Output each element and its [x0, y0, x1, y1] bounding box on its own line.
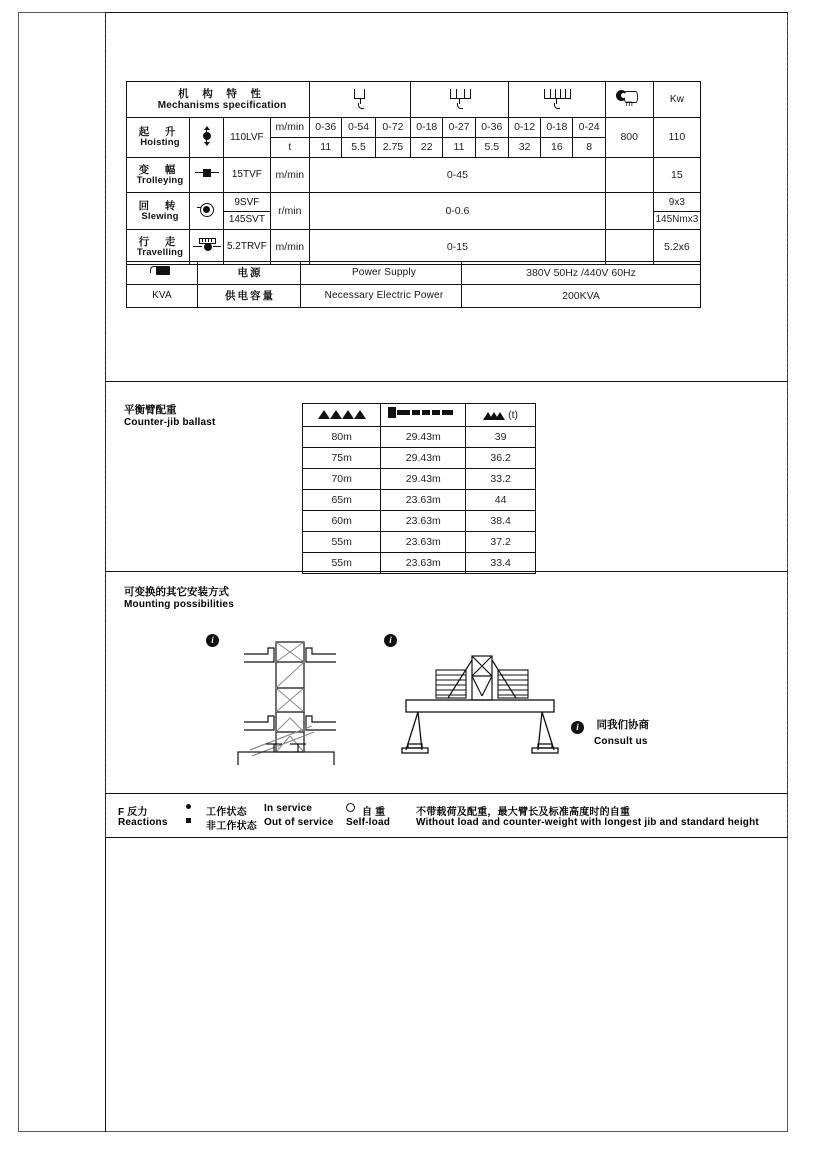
- mounting-possibilities-section: [105, 572, 788, 794]
- reactions-cn-text: F 反力: [118, 807, 148, 818]
- mounting-section-label: [124, 584, 234, 610]
- slewing-model-top: 9SVF: [224, 195, 269, 212]
- hoisting-speed-3: 0-72: [375, 118, 410, 138]
- mechanisms-section: [105, 12, 788, 382]
- electric-power-value: 200KVA: [462, 285, 701, 308]
- hoisting-label-en: Hoisting: [140, 137, 180, 149]
- hook-2-fall-icon: [342, 87, 378, 109]
- hook-4-fall-header: [411, 82, 509, 118]
- table-row: [303, 553, 536, 574]
- hoisting-load-3: 2.75: [375, 138, 410, 158]
- mounting-label-cn: 可变换的其它安装方式: [124, 586, 229, 598]
- counter-jib-ballast-section: [105, 382, 788, 572]
- table-row: [127, 230, 701, 265]
- hook-6-fall-header: [508, 82, 605, 118]
- ballast-jib-2: 75m: [303, 448, 381, 469]
- trolleying-unit: m/min: [270, 158, 310, 193]
- table-row: [303, 490, 536, 511]
- mounting-marker-b: [384, 628, 397, 647]
- ballast-label-cn: 平衡臂配重: [124, 404, 177, 416]
- ballast-weight-5: 38.4: [466, 511, 536, 532]
- consult-us-note: [571, 715, 649, 747]
- ballast-jib-1: 80m: [303, 427, 381, 448]
- trolleying-speed-value: 0-45: [310, 158, 606, 193]
- slewing-motor-models: [224, 193, 270, 230]
- mechanisms-table-wrapper: [126, 81, 701, 265]
- slewing-power-bottom: 145Nmx3: [655, 213, 699, 225]
- out-service-en: Out of service: [264, 817, 334, 828]
- ballast-counterjib-6: 23.63m: [381, 532, 466, 553]
- hoisting-load-6: 5.5: [475, 138, 508, 158]
- ballast-label-en: Counter-jib ballast: [124, 417, 216, 428]
- consult-us-cn: 同我们协商: [596, 719, 649, 731]
- trolleying-icon-cell: [190, 158, 224, 193]
- power-header: Kw: [653, 82, 700, 118]
- ballast-weight-6: 37.2: [466, 532, 536, 553]
- ballast-weight-2: 36.2: [466, 448, 536, 469]
- kva-label: KVA: [127, 285, 198, 308]
- hoisting-speed-unit: m/min: [270, 118, 310, 138]
- jib-length-icon: [316, 407, 368, 419]
- electric-power-cn-text: 供电容量: [225, 289, 275, 302]
- hoisting-load-4: 22: [411, 138, 443, 158]
- ballast-weight-header: [466, 404, 536, 427]
- ring-marker-icon: [346, 803, 355, 812]
- hoisting-speed-6: 0-36: [475, 118, 508, 138]
- slewing-power-top: 9x3: [654, 195, 700, 212]
- ballast-weight-1: 39: [466, 427, 536, 448]
- hoisting-label-cn: 起 升: [138, 126, 182, 138]
- hoisting-speed-8: 0-18: [541, 118, 573, 138]
- row-label-hoisting: [127, 118, 190, 158]
- info-icon: i: [384, 634, 397, 647]
- hoisting-load-1: 11: [310, 138, 342, 158]
- travelling-power: 5.2x6: [653, 230, 700, 265]
- info-icon: i: [571, 721, 584, 734]
- ballast-jib-5: 60m: [303, 511, 381, 532]
- ballast-jib-6: 55m: [303, 532, 381, 553]
- trolleying-power: 15: [653, 158, 700, 193]
- table-row: [127, 193, 701, 230]
- counter-jib-header: [381, 404, 466, 427]
- slewing-power-cell: [653, 193, 700, 230]
- ballast-counterjib-4: 23.63m: [381, 490, 466, 511]
- travelling-label-cn: 行 走: [138, 235, 182, 248]
- hoisting-motor-model: 110LVF: [224, 118, 270, 158]
- hook-2-fall-header: [310, 82, 411, 118]
- slewing-drum-blank: [605, 193, 653, 230]
- trolleying-motor-model: 15TVF: [224, 158, 270, 193]
- power-supply-cn-text: 电源: [237, 266, 263, 279]
- out-service-marker: [186, 817, 191, 828]
- consult-us-line-cn: [571, 715, 649, 734]
- ballast-weight-3: 33.2: [466, 469, 536, 490]
- portal-base-frame-diagram: [396, 652, 566, 762]
- power-plug-icon: [149, 265, 175, 277]
- electric-power-label-en: Necessary Electric Power: [301, 285, 462, 308]
- ballast-counterjib-1: 29.43m: [381, 427, 466, 448]
- ballast-counterjib-2: 29.43m: [381, 448, 466, 469]
- trolley-icon: [194, 167, 220, 179]
- travelling-motor-model: 5.2TRVF: [224, 230, 270, 265]
- mechanisms-title-en: Mechanisms specification: [157, 99, 287, 111]
- power-supply-value: 380V 50Hz /440V 60Hz: [462, 262, 701, 285]
- hoisting-load-7: 32: [508, 138, 540, 158]
- mechanisms-header-row: [127, 82, 701, 118]
- ballast-table-wrapper: [302, 403, 536, 574]
- table-row: [303, 469, 536, 490]
- hoisting-power: 110: [653, 118, 700, 158]
- ballast-jib-4: 65m: [303, 490, 381, 511]
- ballast-counterjib-5: 23.63m: [381, 511, 466, 532]
- hook-6-fall-icon: [539, 87, 575, 109]
- travelling-drum-blank: [605, 230, 653, 265]
- document-content: [105, 12, 788, 1132]
- table-row: [303, 511, 536, 532]
- square-marker-icon: [186, 818, 191, 823]
- self-load-en: Self-load: [346, 817, 391, 828]
- trolleying-drum-blank: [605, 158, 653, 193]
- legend-content: [106, 794, 787, 837]
- slewing-label-cn: 回 转: [138, 199, 182, 212]
- hook-4-fall-icon: [442, 87, 478, 109]
- row-label-slewing: [127, 193, 190, 230]
- hoisting-speed-7: 0-12: [508, 118, 540, 138]
- self-load-cn: 自 重: [362, 807, 386, 818]
- slewing-label-en: Slewing: [141, 210, 179, 222]
- slewing-unit: r/min: [270, 193, 310, 230]
- mechanisms-title-cn: 机 构 特 性: [178, 87, 267, 100]
- ballast-weight-unit: (t): [508, 409, 519, 422]
- ballast-weight-4: 44: [466, 490, 536, 511]
- trolleying-label-en: Trolleying: [136, 174, 184, 186]
- hoist-updown-icon: [200, 126, 214, 146]
- table-row: [127, 118, 701, 138]
- table-row: [303, 448, 536, 469]
- rope-drum-icon: [612, 88, 646, 108]
- travelling-icon-cell: [190, 230, 224, 265]
- electric-power-label-cn: [198, 285, 301, 308]
- self-load-marker: [346, 803, 355, 816]
- self-load-note-en: Without load and counter-weight with longest jib and standard height: [416, 817, 759, 828]
- hoisting-load-9: 8: [573, 138, 605, 158]
- ballast-counterjib-7: 23.63m: [381, 553, 466, 574]
- table-row: [303, 427, 536, 448]
- table-row: [127, 158, 701, 193]
- hoisting-speed-5: 0-27: [443, 118, 475, 138]
- hoisting-speed-9: 0-24: [573, 118, 605, 138]
- consult-us-en: Consult us: [594, 736, 648, 747]
- table-row: [127, 285, 701, 308]
- ballast-counterjib-3: 29.43m: [381, 469, 466, 490]
- power-supply-label-en: Power Supply: [301, 262, 462, 285]
- mechanisms-title-cell: [127, 82, 310, 118]
- power-supply-table: [126, 261, 701, 308]
- self-load-note-cn: 不带载荷及配重，最大臂长及标准高度时的自重: [416, 807, 631, 818]
- ballast-weight-7: 33.4: [466, 553, 536, 574]
- reactions-legend-section: [105, 794, 788, 838]
- mechanisms-specification-table: [126, 81, 701, 265]
- drum-capacity-header: [605, 82, 653, 118]
- table-row: [127, 262, 701, 285]
- ballast-header-row: [303, 404, 536, 427]
- reactions-label-cn: [118, 803, 148, 818]
- in-service-marker: [186, 803, 191, 814]
- slewing-speed-value: 0-0.6: [310, 193, 606, 230]
- info-icon: i: [206, 634, 219, 647]
- in-service-cn: 工作状态: [206, 807, 247, 818]
- dot-marker-icon: [186, 804, 191, 809]
- ballast-jib-7: 55m: [303, 553, 381, 574]
- ballast-weight-icon: [483, 408, 505, 420]
- counter-jib-icon: [388, 407, 458, 419]
- row-label-travelling: [127, 230, 190, 265]
- reactions-label-en: Reactions: [118, 817, 168, 828]
- mounting-marker-a: [206, 628, 219, 647]
- hoisting-load-unit: t: [270, 138, 310, 158]
- travelling-label-en: Travelling: [136, 246, 184, 258]
- hoisting-load-5: 11: [443, 138, 475, 158]
- trolleying-label-cn: 变 幅: [138, 163, 182, 176]
- slewing-icon-cell: [190, 193, 224, 230]
- mounting-label-en: Mounting possibilities: [124, 599, 234, 610]
- power-supply-table-wrapper: [126, 261, 701, 308]
- travelling-speed-value: 0-15: [310, 230, 606, 265]
- hoisting-speed-4: 0-18: [411, 118, 443, 138]
- hoisting-load-2: 5.5: [342, 138, 375, 158]
- ballast-section-label: [124, 402, 216, 428]
- hoisting-speed-2: 0-54: [342, 118, 375, 138]
- out-service-cn: 非工作状态: [206, 821, 257, 832]
- row-label-trolleying: [127, 158, 190, 193]
- travelling-unit: m/min: [270, 230, 310, 265]
- slewing-icon: [197, 201, 217, 217]
- hoisting-load-8: 16: [541, 138, 573, 158]
- internal-climbing-mast-diagram: [236, 640, 356, 765]
- power-supply-label-cn: [198, 262, 301, 285]
- power-plug-icon-cell: [127, 262, 198, 285]
- counter-jib-ballast-table: [302, 403, 536, 574]
- travelling-icon: [193, 237, 221, 253]
- hoisting-speed-1: 0-36: [310, 118, 342, 138]
- slewing-model-bottom: 145SVT: [228, 213, 265, 225]
- ballast-jib-3: 70m: [303, 469, 381, 490]
- in-service-en: In service: [264, 803, 313, 814]
- drum-unit-label: m: [625, 97, 633, 108]
- hoisting-icon-cell: [190, 118, 224, 158]
- jib-length-header: [303, 404, 381, 427]
- hoisting-drum-capacity: 800: [605, 118, 653, 158]
- table-row: [303, 532, 536, 553]
